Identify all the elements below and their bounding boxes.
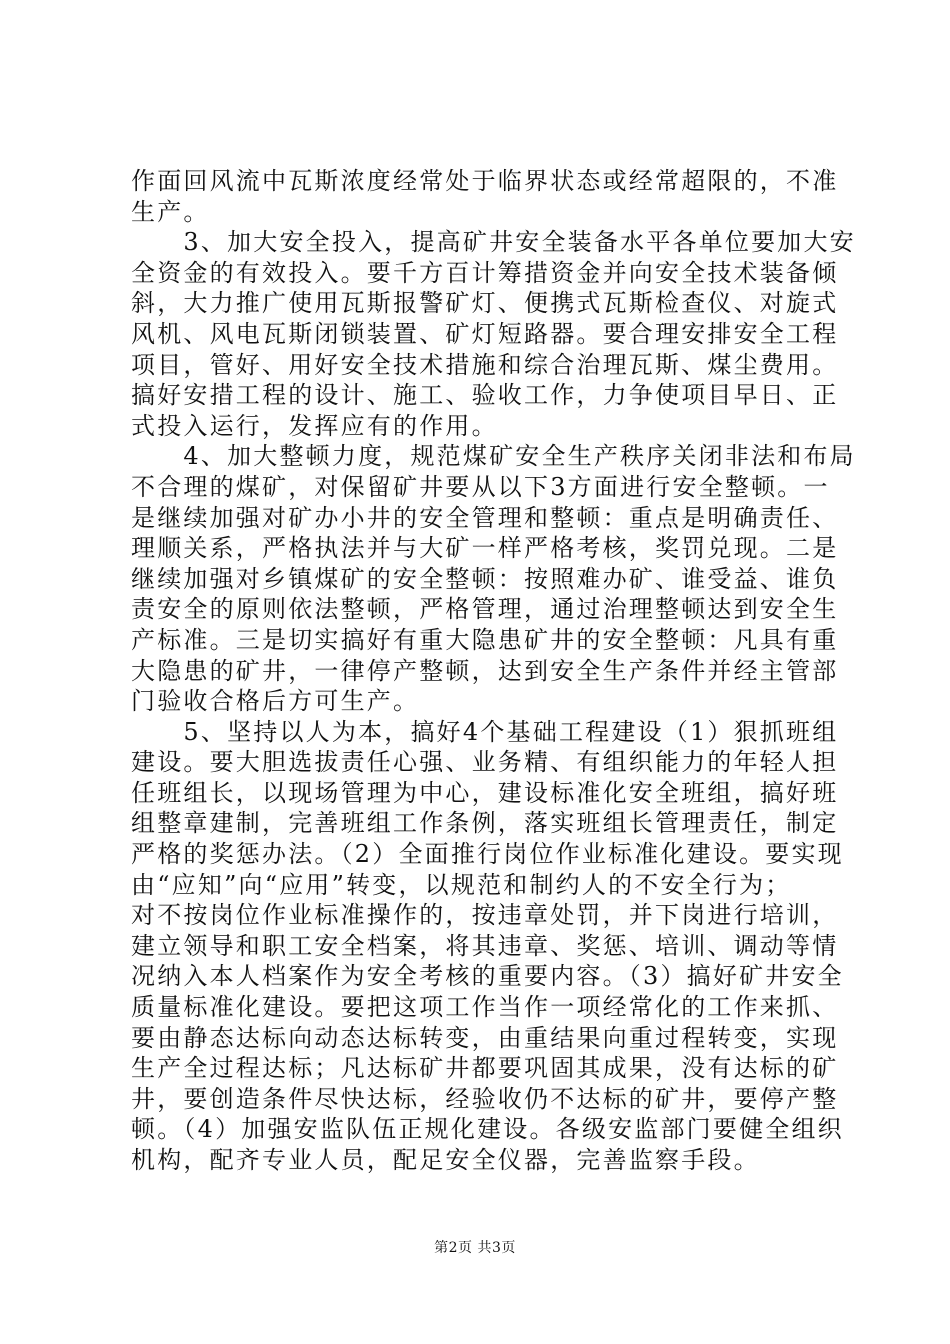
text-line: 大隐患的矿井，一律停产整顿，达到安全生产条件并经主管部 bbox=[131, 656, 839, 685]
text-line: 是继续加强对矿办小井的安全管理和整顿：重点是明确责任、 bbox=[131, 503, 839, 532]
text-line: 由“应知”向“应用”转变，以规范和制约人的不安全行为； bbox=[131, 870, 792, 899]
text-line: 理顺关系，严格执法并与大矿一样严格考核，奖罚兑现。二是 bbox=[131, 534, 839, 563]
page-number-footer: 第2页 共3页 bbox=[434, 1240, 516, 1256]
text-line: 机构，配齐专业人员，配足安全仪器，完善监察手段。 bbox=[131, 1146, 760, 1174]
text-line: 门验收合格后方可生产。 bbox=[131, 687, 420, 716]
text-line: 全资金的有效投入。要千方百计筹措资金并向安全技术装备倾 bbox=[131, 258, 839, 287]
text-line: 生产全过程达标；凡达标矿井都要巩固其成果，没有达标的矿 bbox=[131, 1054, 839, 1083]
text-line: 4、加大整顿力度，规范煤矿安全生产秩序关闭非法和布局 bbox=[131, 442, 856, 471]
text-line: 生产。 bbox=[131, 197, 210, 226]
text-line: 3、加大安全投入，提高矿井安全装备水平各单位要加大安 bbox=[131, 228, 856, 257]
text-line: 项目，管好、用好安全技术措施和综合治理瓦斯、煤尘费用。 bbox=[131, 350, 839, 379]
text-line: 继续加强对乡镇煤矿的安全整顿：按照难办矿、谁受益、谁负 bbox=[131, 564, 839, 593]
document-body bbox=[131, 166, 856, 1176]
text-line: 式投入运行，发挥应有的作用。 bbox=[131, 411, 498, 440]
text-line: 井，要创造条件尽快达标，经验收仍不达标的矿井，要停产整 bbox=[131, 1084, 839, 1113]
text-line: 产标准。三是切实搞好有重大隐患矿井的安全整顿：凡具有重 bbox=[131, 625, 839, 654]
text-line: 搞好安措工程的设计、施工、验收工作，力争使项目早日、正 bbox=[131, 381, 839, 410]
text-line: 不合理的煤矿，对保留矿井要从以下3方面进行安全整顿。一 bbox=[131, 472, 830, 501]
text-line: 质量标准化建设。要把这项工作当作一项经常化的工作来抓、 bbox=[131, 993, 839, 1022]
text-line: 组整章建制，完善班组工作条例，落实班组长管理责任，制定 bbox=[131, 809, 839, 838]
text-line: 况纳入本人档案作为安全考核的重要内容。（3）搞好矿井安全 bbox=[131, 962, 844, 991]
text-line: 顿。（4）加强安监队伍正规化建设。各级安监部门要健全组织 bbox=[131, 1115, 844, 1144]
text-line: 严格的奖惩办法。（2）全面推行岗位作业标准化建设。要实现 bbox=[131, 840, 844, 869]
text-line: 任班组长，以现场管理为中心，建设标准化安全班组，搞好班 bbox=[131, 778, 839, 807]
text-line: 作面回风流中瓦斯浓度经常处于临界状态或经常超限的，不准 bbox=[131, 167, 839, 195]
text-line: 对不按岗位作业标准操作的，按违章处罚，并下岗进行培训， bbox=[131, 901, 839, 930]
text-line: 责安全的原则依法整顿，严格管理，通过治理整顿达到安全生 bbox=[131, 595, 839, 624]
text-line: 风机、风电瓦斯闭锁装置、矿灯短路器。要合理安排安全工程 bbox=[131, 319, 839, 348]
text-line: 要由静态达标向动态达标转变，由重结果向重过程转变，实现 bbox=[131, 1023, 839, 1052]
text-line: 建立领导和职工安全档案，将其违章、奖惩、培训、调动等情 bbox=[131, 931, 839, 960]
text-line: 建设。要大胆选拔责任心强、业务精、有组织能力的年轻人担 bbox=[131, 748, 839, 777]
text-line: 5、坚持以人为本，搞好4个基础工程建设（1）狠抓班组 bbox=[131, 717, 839, 746]
text-line: 斜，大力推广使用瓦斯报警矿灯、便携式瓦斯检查仪、对旋式 bbox=[131, 289, 839, 318]
